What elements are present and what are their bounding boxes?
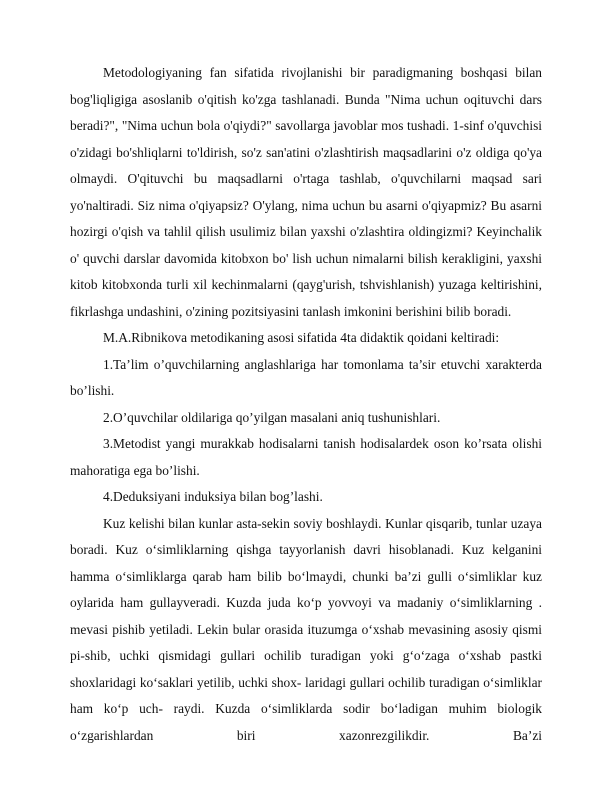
document-page [70, 60, 542, 749]
paragraph-rule-1: 1.Ta’lim o’quvchilarning anglashlariga har tomonlama ta’sir etuvchi xarakterda bo’lishi. [70, 356, 542, 398]
paragraph-autumn: Kuz kelishi bilan kunlar asta-sekin soviy boshlaydi. Kunlar qisqarib, tunlar uzaya boradi. Kuz o‘simliklarning qishga tayyorlanish davri hisoblanadi. Kuz kelganini hamma o‘simliklarga qarab ham bilib bo‘lmaydi, chunki ba’zi gulli o‘simliklar kuz oylarida ham gullayveradi. Kuzda juda ko‘p yovvoyi va madaniy o‘simliklarning . mevasi pishib yetiladi. Lekin bular orasida ituzumga o‘xshab mevasining asosiy qismi pi-shib, uchki qismidagi gullari ochilib turadigan yoki g‘o‘zaga o‘xshab pastki shoxlaridagi ko‘saklari yetilib, uchki shox- laridagi gullari ochilib turadigan o‘simliklar ham ko‘p uch- raydi. Kuzda o‘simliklarda sodir bo‘ladigan muhim biologik o‘zgarishlardan biri xazonrezgilikdir. Ba’zi [70, 515, 542, 743]
paragraph-rule-2: 2.O’quvchilar oldilariga qo’yilgan masalani aniq tushunishlari. [103, 409, 441, 425]
paragraph-ribnikova-intro: M.A.Ribnikova metodikaning asosi sifatida 4ta didaktik qoidani keltiradi: [103, 330, 500, 345]
paragraph-rule-4: 4.Deduksiyani induksiya bilan bog’lashi. [103, 489, 323, 504]
paragraph-methodology: Metodologiyaning fan sifatida rivojlanishi bir paradigmaning boshqasi bilan bog'liqligiga asoslanib o'qitish ko'zga tashlanadi. Bunda "Nima uchun oqituvchi dars beradi?", "Nima uchun bola o'qiydi?" savollarga javoblar mos tushadi. 1-sinf o'quvchisi o'zidagi bo'shliqlarni to'ldirish, so'z san'atini o'zlashtirish maqsadlarini o'z oldiga qo'ya olmaydi. O'qituvchi bu maqsadlarni o'rtaga tashlab, o'quvchilarni maqsad sari yo'naltiradi. Siz nima o'qiyapsiz? O'ylang, nima uchun bu asarni o'qiyapmiz? Bu asarni hozirgi o'qish va tahlil qilish usulimiz bilan yaxshi o'zlashtira oldingizmi? Keyinchalik o' quvchi darslar davomida kitobxon bo' lish uchun nimalarni bilish kerakligini, yaxshi kitob kitobxonda turli xil kechinmalarni (qayg'urish, tshvishlanish) yuzaga keltirishini, fikrlashga undashini, o'zining pozitsiyasini tanlash imkonini berishini bilib boradi. [70, 65, 542, 319]
paragraph-rule-3: 3.Metodist yangi murakkab hodisalarni tanish hodisalardek oson ko’rsata olishi mahoratiga ega bo’lishi. [70, 436, 542, 478]
